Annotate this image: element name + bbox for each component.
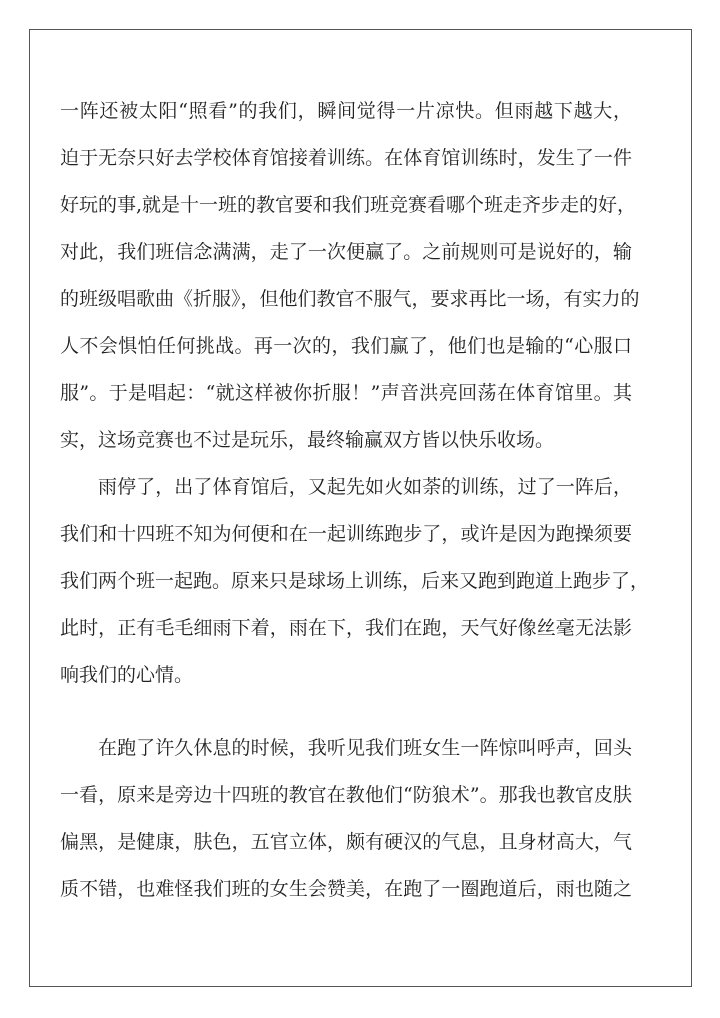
text-line: 迫于无奈只好去学校体育馆接着训练。在体育馆训练时，发生了一件	[60, 147, 632, 169]
text-line: 偏黑，是健康，肤色，五官立体，颇有硬汉的气息，且身材高大，气	[60, 831, 632, 853]
text-line: 服”。于是唱起：“就这样被你折服！”声音洪亮回荡在体育馆里。其	[60, 382, 632, 404]
text-line: 我们两个班一起跑。原来只是球场上训练，后来又跑到跑道上跑步了，	[60, 570, 650, 592]
text-line: 响我们的心情。	[60, 664, 194, 686]
text-line: 在跑了许久休息的时候，我听见我们班女生一阵惊叫呼声，回头	[98, 737, 632, 759]
text-line: 我们和十四班不知为何便和在一起训练跑步了，或许是因为跑操须要	[60, 523, 632, 545]
text-line: 的班级唱歌曲《折服》，但他们教官不服气，要求再比一场，有实力的	[60, 288, 640, 310]
text-line: 对此，我们班信念满满，走了一次便赢了。之前规则可是说好的，输	[60, 241, 632, 263]
text-line: 实，这场竞赛也不过是玩乐，最终输赢双方皆以快乐收场。	[60, 429, 555, 451]
text-line: 好玩的事,就是十一班的教官要和我们班竞赛看哪个班走齐步走的好，	[60, 194, 637, 216]
text-line: 雨停了，出了体育馆后，又起先如火如荼的训练，过了一阵后，	[98, 476, 632, 498]
text-line: 此时，正有毛毛细雨下着，雨在下，我们在跑，天气好像丝毫无法影	[60, 617, 632, 639]
text-line: 人不会惧怕任何挑战。再一次的，我们赢了，他们也是输的“心服口	[60, 335, 632, 357]
text-line: 一看，原来是旁边十四班的教官在教他们“防狼术”。那我也教官皮肤	[60, 784, 632, 806]
text-line: 一阵还被太阳“照看”的我们，瞬间觉得一片凉快。但雨越下越大，	[60, 100, 632, 122]
text-line: 质不错，也难怪我们班的女生会赞美，在跑了一圈跑道后，雨也随之	[60, 878, 632, 900]
